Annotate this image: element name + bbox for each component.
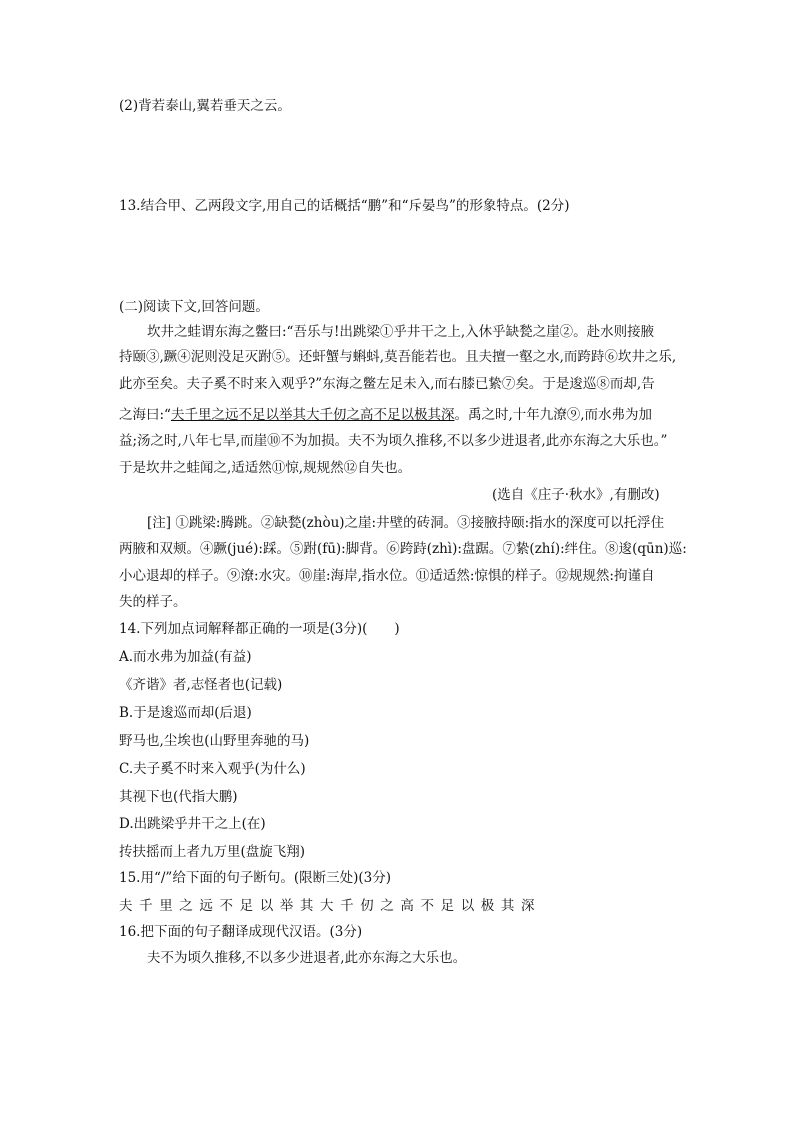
option-a: A.而水弗为加益(有益) (119, 649, 252, 665)
passage-line: 于是坎井之蛙闻之,适适然⑪惊,规规然⑫自失也。 (119, 460, 412, 476)
question-16: 16.把下面的句子翻译成现代汉语。(3分) (119, 924, 363, 940)
passage-line (119, 405, 679, 425)
option-c-second: 其视下也(代指大鹏) (119, 789, 238, 805)
answer-line-2: (2)背若泰山,翼若垂天之云。 (119, 98, 291, 114)
note-line: 两腋和双颊。④蹶(jué):踩。⑤跗(fū):脚背。⑥跨跱(zhì):盘踞。⑦絷(zhí):绊住。⑧逡(qūn)巡: (119, 541, 687, 557)
option-c: C.夫子奚不时来入观乎(为什么) (119, 761, 306, 777)
note-line: 小心退却的样子。⑨潦:水灾。⑩崖:海岸,指水位。⑪适适然:惊惧的样子。⑫规规然:拘谨自 (119, 568, 655, 584)
question-14: 14.下列加点词解释都正确的一项是(3分)( ) (119, 621, 400, 637)
option-b-second: 野马也,尘埃也(山野里奔驰的马) (119, 733, 310, 749)
sentence-to-translate: 夫不为顷久推移,不以多少进退者,此亦东海之大乐也。 (147, 950, 467, 966)
question-13: 13.结合甲、乙两段文字,用自己的话概括“鹏”和“斥晏鸟”的形象特点。(2分) (119, 198, 570, 214)
passage-text: 之海曰:“ (119, 407, 171, 423)
passage-line: 益;汤之时,八年七旱,而崖⑩不为加损。夫不为顷久推移,不以多少进退者,此亦东海之大乐也。” (119, 433, 668, 449)
underlined-sentence: 夫千里之远不足以举其大千仞之高不足以极其深 (170, 407, 455, 423)
sentence-to-punctuate: 夫千里之远不足以举其大千仞之高不足以极其深 (119, 898, 542, 914)
passage-line: 此亦至矣。夫子奚不时来入观乎?”东海之鳖左足未入,而右膝已絷⑦矣。于是逡巡⑧而却,告 (119, 376, 655, 392)
note-line: [注] ①跳梁:腾跳。②缺甃(zhòu)之崖:井壁的砖洞。③接腋持颐:指水的深度可以托浮住 (147, 515, 665, 531)
passage-line: 持颐③,蹶④泥则没足灭跗⑤。还虷蟹与蝌蚪,莫吾能若也。且夫擅一壑之水,而跨跱⑥坎井之乐, (119, 349, 677, 365)
note-line: 失的样子。 (119, 594, 187, 610)
option-b: B.于是逡巡而却(后退) (119, 705, 252, 721)
passage-text: 。禹之时,十年九潦⑨,而水弗为加 (454, 407, 653, 423)
passage-line: 坎井之蛙谓东海之鳖曰:“吾乐与!出跳梁①乎井干之上,入休乎缺甃之崖②。赴水则接腋 (147, 324, 655, 340)
option-a-second: 《齐谐》者,志怪者也(记载) (119, 677, 283, 693)
option-d-second: 抟扶摇而上者九万里(盘旋飞翔) (119, 844, 306, 860)
section-heading: (二)阅读下文,回答问题。 (119, 299, 269, 315)
source-citation: (选自《庄子·秋水》,有删改) (492, 487, 660, 503)
option-d: D.出跳梁乎井干之上(在) (119, 816, 266, 832)
question-15: 15.用“/”给下面的句子断句。(限断三处)(3分) (119, 870, 391, 886)
